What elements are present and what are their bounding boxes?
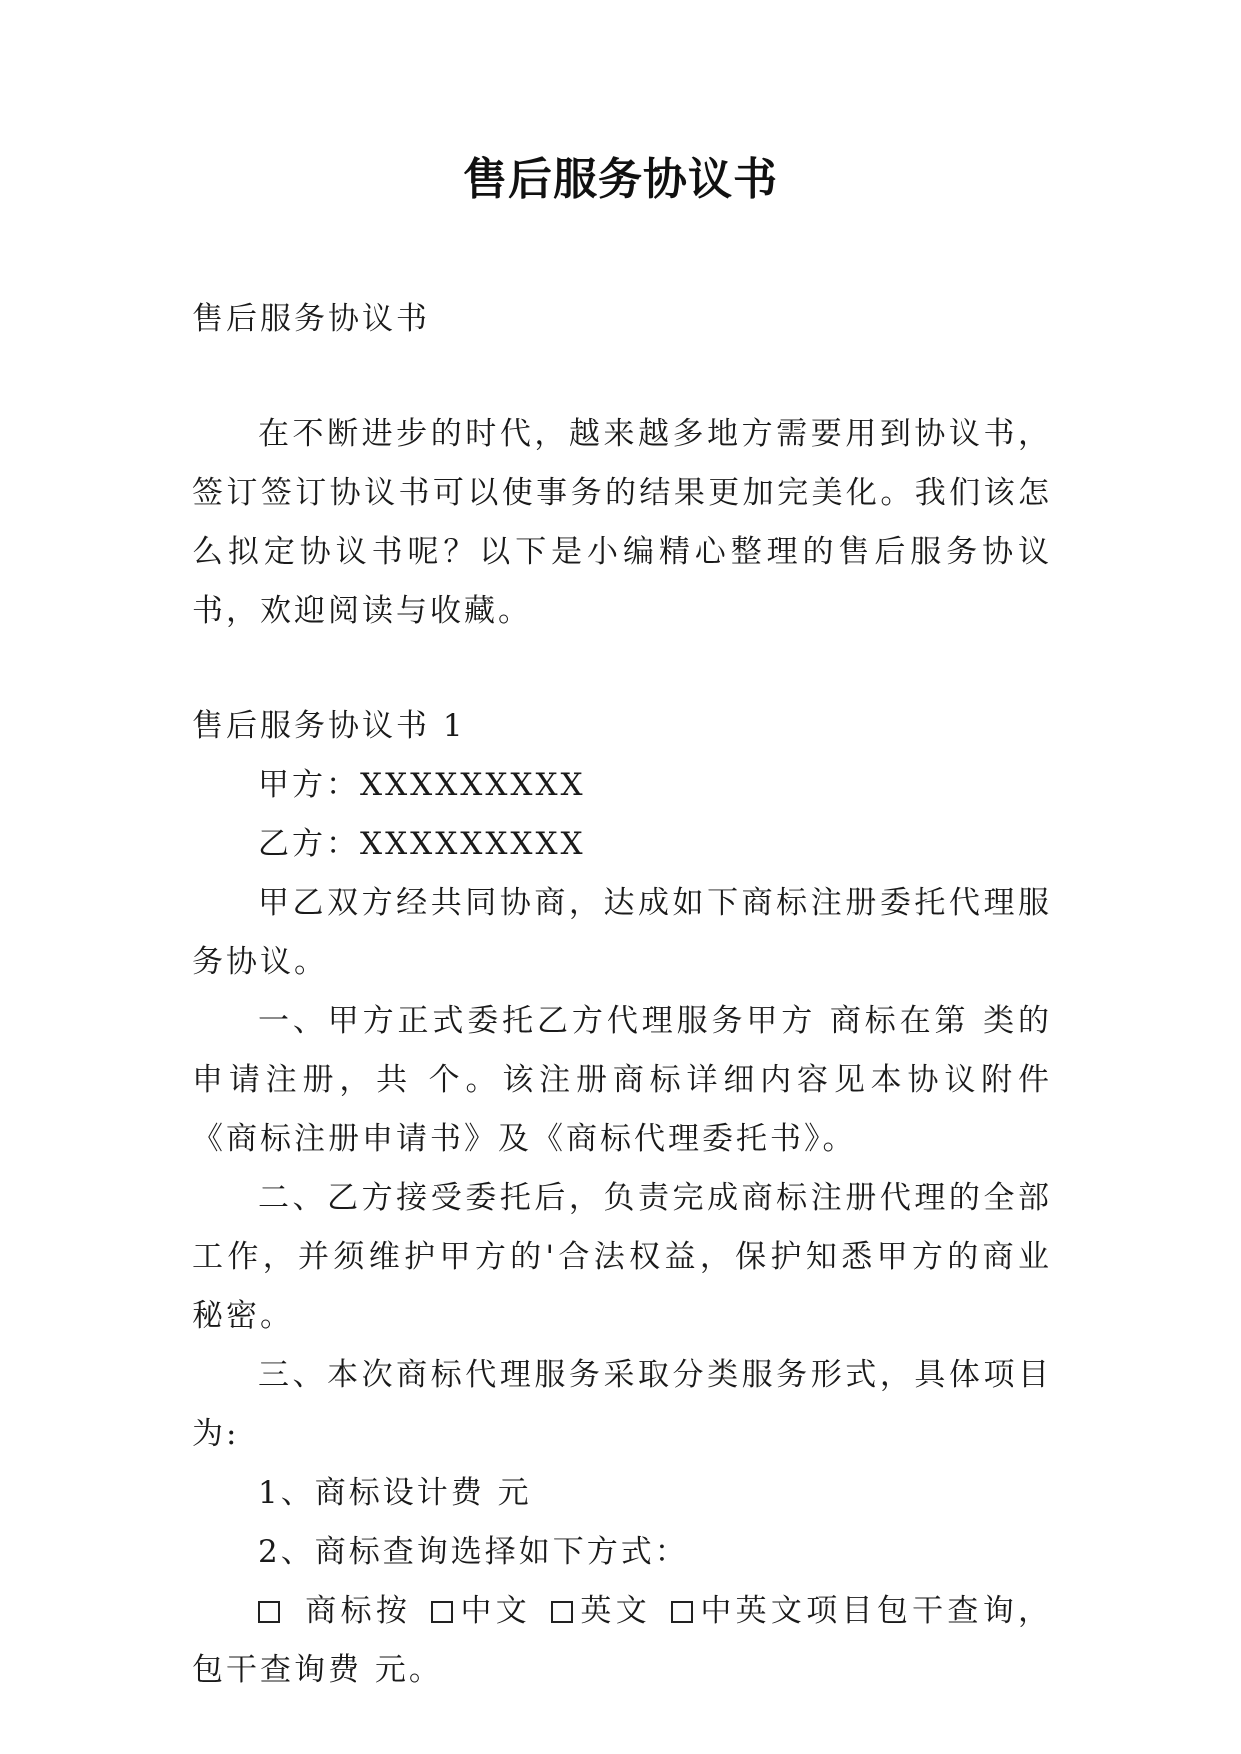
checkbox-english-icon <box>551 1601 573 1623</box>
item-1-line: 1、商标设计费 元 <box>258 1475 532 1511</box>
section-heading: 售后服务协议书 1 <box>192 708 466 744</box>
clause-2-paragraph: 二、乙方接受委托后，负责完成商标注册代理的全部工作，并须维护甲方的'合法权益，保护知悉甲方的商业秘密。 <box>192 1180 1052 1334</box>
option-chinese-label: 中文 <box>459 1593 532 1629</box>
query-options-lead: 商标按 <box>304 1593 412 1629</box>
option-english-label: 英文 <box>579 1593 652 1629</box>
checkbox-query-icon <box>258 1601 280 1623</box>
document-subtitle: 售后服务协议书 <box>192 301 430 337</box>
clause-3-paragraph: 三、本次商标代理服务采取分类服务形式，具体项目为: <box>192 1357 1052 1452</box>
clause-1-paragraph: 一、甲方正式委托乙方代理服务甲方 商标在第 类的申请注册，共 个。该注册商标详细内容见本协议附件《商标注册申请书》及《商标代理委托书》。 <box>192 1003 1052 1157</box>
document-title: 售后服务协议书 <box>463 154 778 205</box>
checkbox-both-icon <box>671 1601 693 1623</box>
party-b-line: 乙方：XXXXXXXXX <box>258 826 586 862</box>
option-both-label: 中英文项目包干查询，包干查询费 元。 <box>192 1593 1053 1688</box>
intro-paragraph: 在不断进步的时代，越来越多地方需要用到协议书，签订签订协议书可以使事务的结果更加完美化。我们该怎么拟定协议书呢？以下是小编精心整理的售后服务协议书，欢迎阅读与收藏。 <box>192 416 1052 629</box>
item-2-line: 2、商标查询选择如下方式： <box>258 1534 689 1570</box>
document-body <box>192 290 1052 1700</box>
agreement-paragraph: 甲乙双方经共同协商，达成如下商标注册委托代理服务协议。 <box>192 885 1052 980</box>
query-options-line <box>192 1582 1052 1700</box>
checkbox-chinese-icon <box>431 1601 453 1623</box>
party-a-line: 甲方：XXXXXXXXX <box>258 767 586 803</box>
